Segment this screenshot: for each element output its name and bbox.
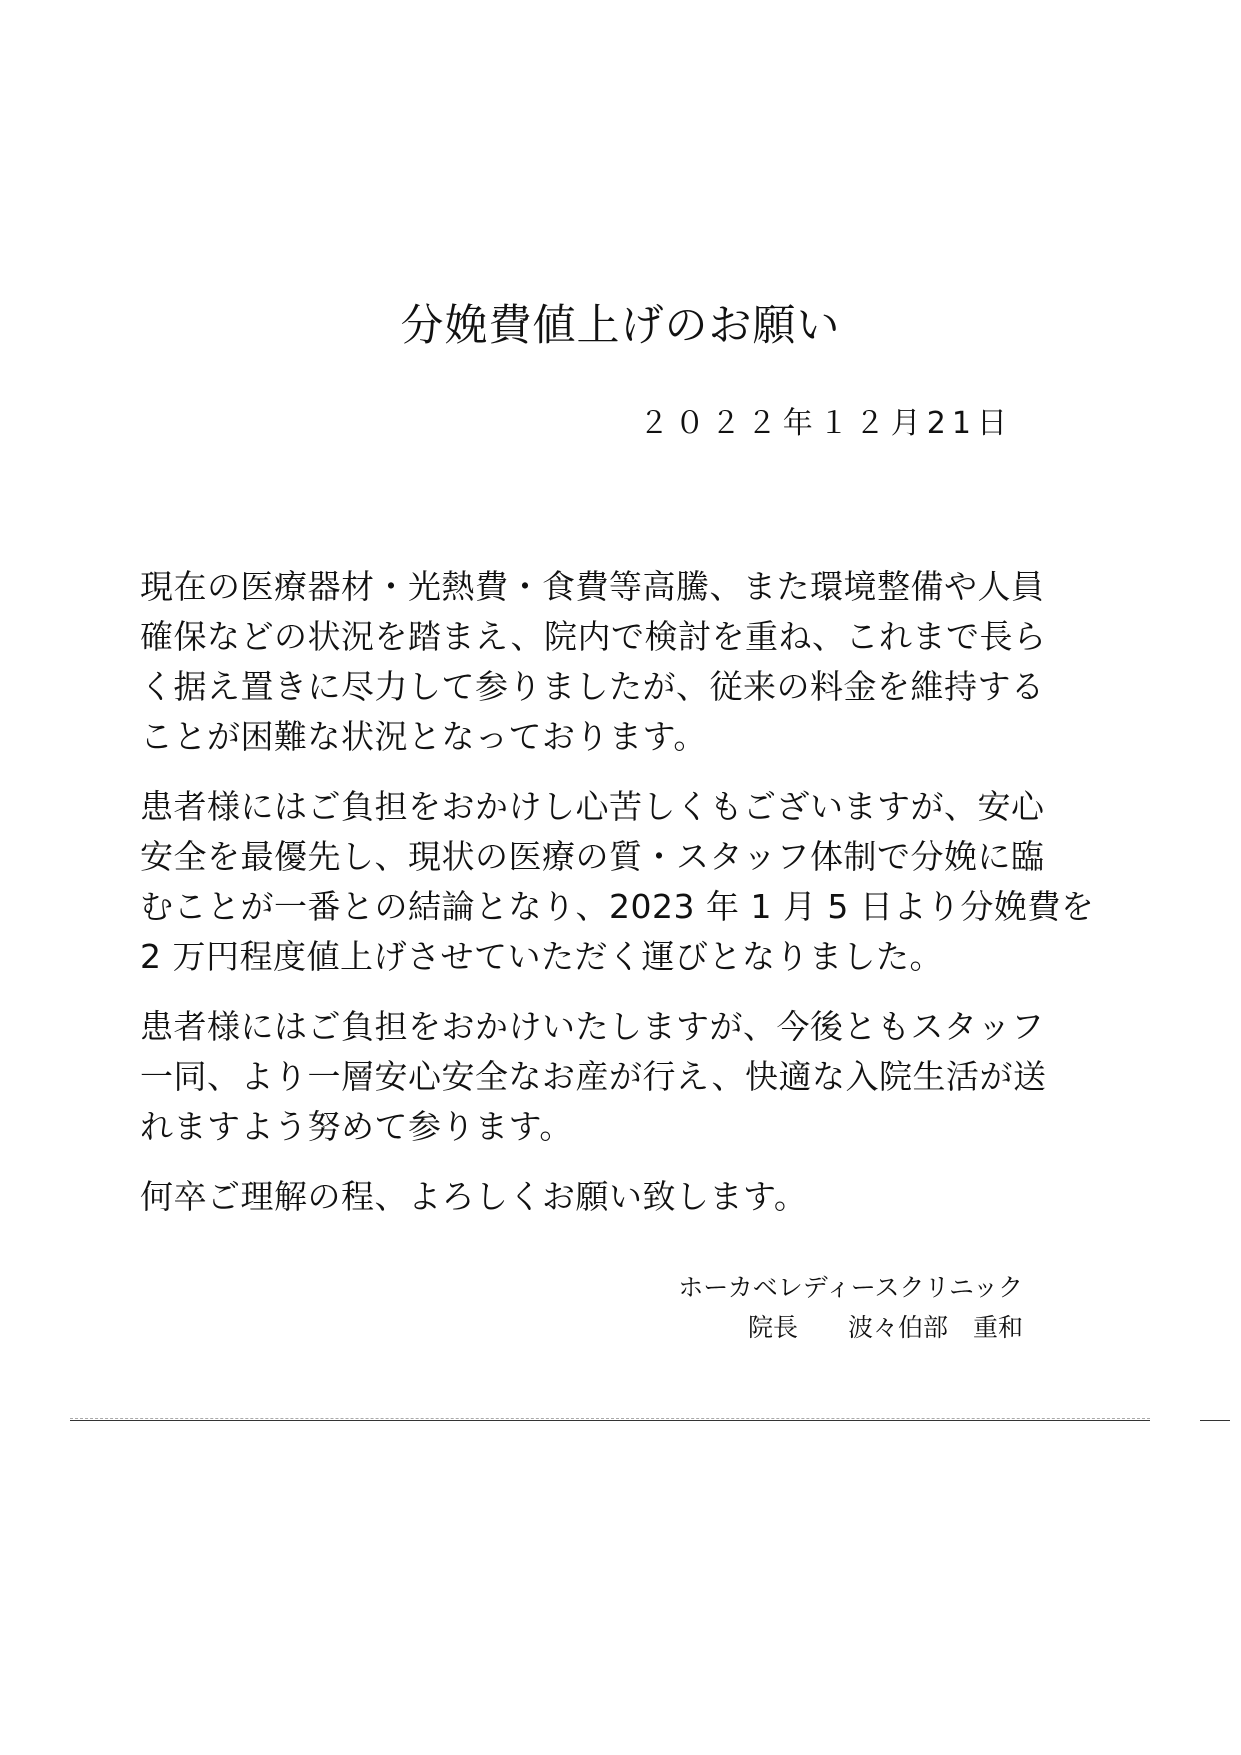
paragraph-line: 患者様にはご負担をおかけいたしますが、今後ともスタッフ [140, 1007, 1045, 1046]
paragraph-1 [140, 562, 1060, 762]
paragraph-2 [140, 782, 1095, 982]
letter-body [140, 562, 1095, 1242]
paragraph-line: く据え置きに尽力して参りましたが、従来の料金を維持する [140, 667, 1045, 706]
paragraph-line: 2 万円程度値上げさせていただく運びとなりました。 [140, 937, 943, 976]
scan-dashed-line [70, 1418, 1150, 1419]
paragraph-line: ことが困難な状況となっております。 [140, 717, 707, 756]
signature-block [678, 1268, 1023, 1348]
scan-edge-mark [1200, 1420, 1230, 1421]
paragraph-line: 患者様にはご負担をおかけし心苦しくもございますが、安心 [140, 787, 1045, 826]
paragraph-line: 一同、より一層安心安全なお産が行え、快適な入院生活が送 [140, 1057, 1047, 1096]
director-name: 院長 波々伯部 重和 [747, 1313, 1023, 1342]
paragraph-4 [140, 1172, 1060, 1222]
document-date: ２０２２年１２月21日 [638, 406, 1013, 441]
document-title: 分娩費値上げのお願い [400, 301, 841, 351]
scan-divider-line [70, 1420, 1150, 1421]
paragraph-line: 安全を最優先し、現状の医療の質・スタッフ体制で分娩に臨 [140, 837, 1045, 876]
paragraph-line: 確保などの状況を踏まえ、院内で検討を重ね、これまで長ら [140, 617, 1047, 656]
paragraph-line: 何卒ご理解の程、よろしくお願い致します。 [140, 1177, 808, 1216]
paragraph-line: れますよう努めて参ります。 [140, 1107, 573, 1146]
paragraph-line: 現在の医療器材・光熱費・食費等高騰、また環境整備や人員 [140, 567, 1045, 606]
paragraph-3 [140, 1002, 1060, 1152]
paragraph-line: むことが一番との結論となり、2023 年 1 月 5 日より分娩費を [140, 887, 1095, 926]
clinic-name: ホーカベレディースクリニック [678, 1273, 1023, 1302]
